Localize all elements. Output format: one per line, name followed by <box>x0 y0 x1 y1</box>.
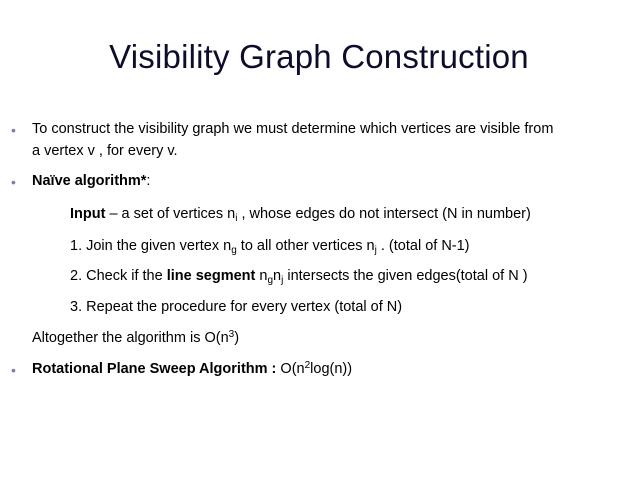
step-1-text-a: 1. Join the given vertex n <box>70 238 232 254</box>
step-2-text-d: intersects the given edges(total of N ) <box>283 268 528 284</box>
input-sub-i: i <box>235 213 238 224</box>
step-1-text-c: . (total of N-1) <box>376 238 470 254</box>
step-2-sub-g: g <box>267 275 274 286</box>
step-1-text-b: to all other vertices n <box>236 238 375 254</box>
step-1-sub-j: j <box>374 245 377 256</box>
naive-algorithm-colon: : <box>146 173 151 189</box>
input-text-b: , whose edges do not intersect (N in number) <box>237 206 531 222</box>
step-2-sub-j: j <box>281 275 284 286</box>
step-2-text-a: 2. Check if the <box>70 268 167 284</box>
step-3-line: 3. Repeat the procedure for every vertex (total of N) <box>70 299 403 315</box>
bullet-1-line-1: To construct the visibility graph we must determine which vertices are visible from <box>32 121 554 137</box>
line-segment-bold: line segment <box>166 268 256 284</box>
step-1-line <box>70 237 470 255</box>
rotational-sweep-line <box>32 360 352 378</box>
rotational-sweep-label: Rotational Plane Sweep Algorithm : <box>32 361 277 377</box>
input-label: Input <box>70 206 106 222</box>
bullet-1-line-2: a vertex v , for every v. <box>32 143 178 159</box>
bullet-icon: • <box>11 362 16 378</box>
step-2-text-c: n <box>273 268 282 284</box>
altogether-text-b: ) <box>234 330 240 346</box>
step-2-line <box>70 267 528 285</box>
rotational-sweep-text-b: log(n)) <box>310 361 353 377</box>
bullet-icon: • <box>11 174 16 190</box>
altogether-line <box>32 329 239 347</box>
bullet-icon: • <box>11 122 16 138</box>
rotational-sweep-sup: 2 <box>304 360 311 371</box>
naive-algorithm-label: Naïve algorithm* <box>32 173 147 189</box>
altogether-text-a: Altogether the algorithm is O(n <box>32 330 229 346</box>
naive-algorithm-heading <box>32 172 150 190</box>
input-text-a: – a set of vertices n <box>105 206 236 222</box>
step-2-text-b: n <box>255 268 268 284</box>
step-1-sub-g: g <box>231 245 237 256</box>
rotational-sweep-text-a: O(n <box>276 361 305 377</box>
input-line <box>70 205 531 223</box>
slide-title: Visibility Graph Construction <box>109 38 529 75</box>
altogether-sup: 3 <box>228 329 235 340</box>
